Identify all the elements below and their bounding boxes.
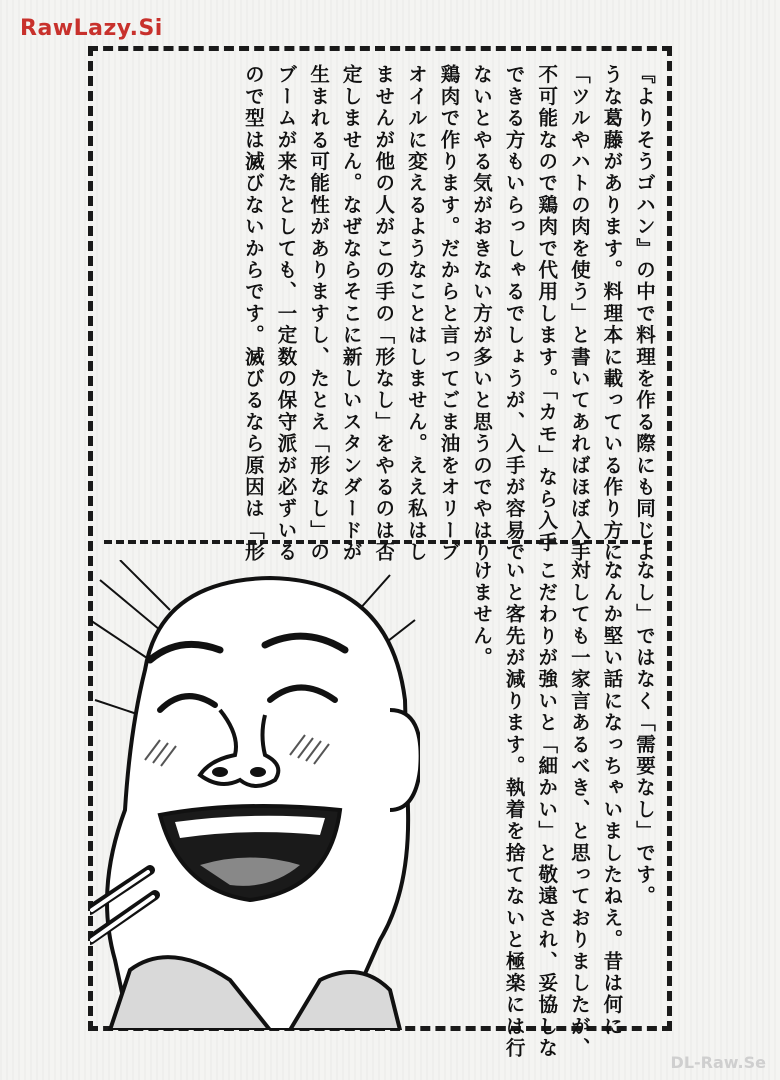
bottom-line: なんか堅い話になっちゃいましたねえ。昔は何に — [600, 560, 624, 1038]
right-nostril — [250, 767, 266, 777]
ear — [390, 710, 420, 810]
top-line: うな葛藤があります。料理本に載っている作り方に、 — [600, 64, 624, 585]
top-line: 生まれる可能性がありますし、たとえ「形なし」の — [307, 64, 331, 564]
bottom-text-column — [464, 560, 660, 1060]
watermark-top-left: RawLazy.Si — [20, 16, 163, 41]
top-line: 『よりそうゴハン』の中で料理を作る際にも同じよ — [633, 64, 656, 564]
smiling-person-illustration — [90, 560, 420, 1030]
bottom-line: こだわりが強いと「細かい」と敬遠され、妥協しな — [535, 560, 559, 1060]
top-line: ませんが他の人がこの手の「形なし」をやるのは否 — [372, 64, 396, 564]
top-line: ないとやる気がおきない方が多いと思うのでやはり — [470, 64, 494, 564]
bottom-line: なし」ではなく「需要なし」です。 — [633, 560, 656, 908]
bottom-line: けません。 — [470, 560, 494, 669]
watermark-bottom-right: DL-Raw.Se — [670, 1053, 766, 1072]
top-line: 定しません。なぜならそこに新しいスタンダードが — [339, 64, 363, 564]
top-line: ブームが来たとしても、一定数の保守派が必ずいる — [274, 64, 298, 564]
top-line: 「ツルやハトの肉を使う」と書いてあればほぼ入手 — [567, 64, 591, 564]
top-line: オイルに変えるようなことはしません。ええ私はし — [404, 64, 428, 564]
top-line: できる方もいらっしゃるでしょうが、入手が容易で — [502, 64, 526, 564]
bottom-line: 対しても一家言あるべき、と思っておりましたが、 — [567, 560, 591, 1060]
bottom-line: いと客先が減ります。執着を捨てないと極楽には行 — [502, 560, 526, 1060]
top-text-column — [236, 64, 660, 585]
left-nostril — [212, 767, 228, 777]
top-line: ので型は滅びないからです。滅びるなら原因は「形 — [241, 64, 265, 564]
top-line: 鶏肉で作ります。だからと言ってごま油をオリーブ — [437, 64, 461, 564]
top-line: 不可能なので鶏肉で代用します。「カモ」なら入手 — [535, 64, 559, 554]
